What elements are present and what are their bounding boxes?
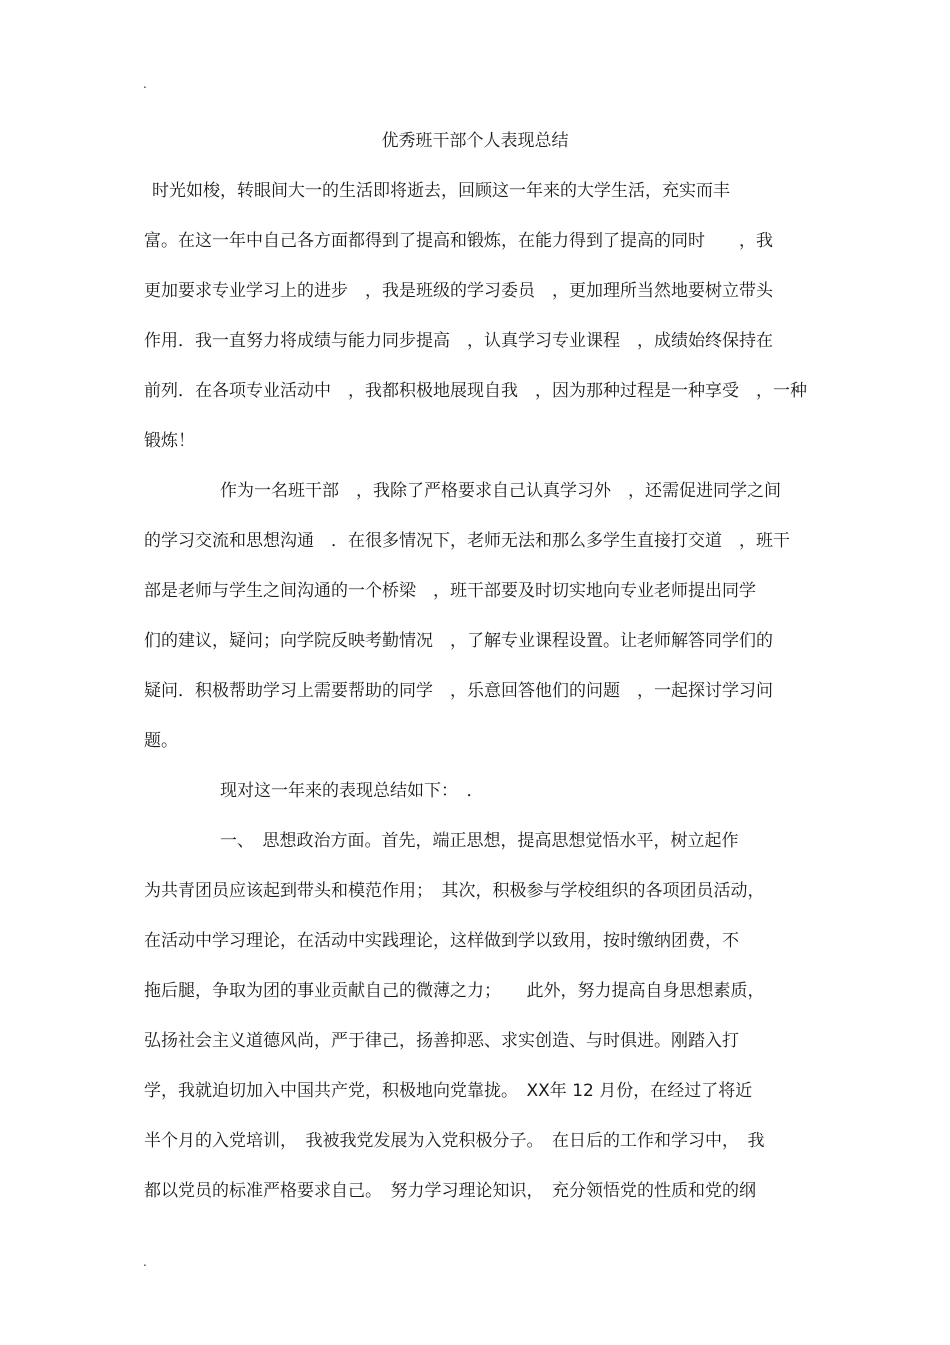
text-line: 部是老师与学生之间沟通的一个桥梁 ，班干部要及时切实地向专业老师提出同学	[144, 581, 756, 601]
text-line: 一、 思想政治方面。首先，端正思想，提高思想觉悟水平，树立起作	[220, 831, 739, 851]
page-mark-bottom: .	[143, 1255, 147, 1269]
text-line: 为共青团员应该起到带头和模范作用； 其次，积极参与学校组织的各项团员活动，	[144, 881, 765, 901]
text-line: 富。在这一年中自己各方面都得到了提高和锻炼，在能力得到了提高的同时 ，我	[144, 231, 773, 251]
text-line: 现对这一年来的表现总结如下： ．	[220, 781, 484, 801]
text-line: 的学习交流和思想沟通 ．在很多情况下，老师无法和那么多学生直接打交道 ，班干	[144, 531, 790, 551]
text-line: 拖后腿，争取为团的事业贡献自己的微薄之力； 此外，努力提高自身思想素质，	[144, 981, 765, 1001]
text-line: 在活动中学习理论，在活动中实践理论，这样做到学以致用，按时缴纳团费，不	[144, 931, 739, 951]
document-title: 优秀班干部个人表现总结	[381, 131, 569, 151]
text-line: 锻炼！	[144, 431, 195, 451]
text-line: 前列．在各项专业活动中 ，我都积极地展现自我 ，因为那种过程是一种享受 ，一种	[144, 381, 807, 401]
text-line: 们的建议，疑问；向学院反映考勤情况 ，了解专业课程设置。让老师解答同学们的	[144, 631, 773, 651]
text-line: 疑问．积极帮助学习上需要帮助的同学 ，乐意回答他们的问题 ，一起探讨学习问	[144, 681, 773, 701]
text-line: 作为一名班干部 ，我除了严格要求自己认真学习外 ，还需促进同学之间	[220, 481, 781, 501]
text-line: 都以党员的标准严格要求自己。 努力学习理论知识， 充分领悟党的性质和党的纲	[144, 1181, 756, 1201]
text-line: 时光如梭，转眼间大一的生活即将逝去，回顾这一年来的大学生活，充实而丰	[152, 181, 730, 201]
text-line: 弘扬社会主义道德风尚，严于律己，扬善抑恶、求实创造、与时俱进。刚踏入打	[144, 1031, 739, 1051]
text-line: 更加要求专业学习上的进步 ，我是班级的学习委员 ，更加理所当然地要树立带头	[144, 281, 773, 301]
page-mark-top: .	[143, 77, 147, 91]
text-line: 作用．我一直努力将成绩与能力同步提高 ，认真学习专业课程 ，成绩始终保持在	[144, 331, 773, 351]
text-line: 学，我就迫切加入中国共产党，积极地向党靠拢。 XX年 12 月份，在经过了将近	[144, 1081, 753, 1101]
text-line: 半个月的入党培训， 我被我党发展为入党积极分子。 在日后的工作和学习中， 我	[144, 1131, 765, 1151]
text-line: 题。	[144, 731, 178, 751]
